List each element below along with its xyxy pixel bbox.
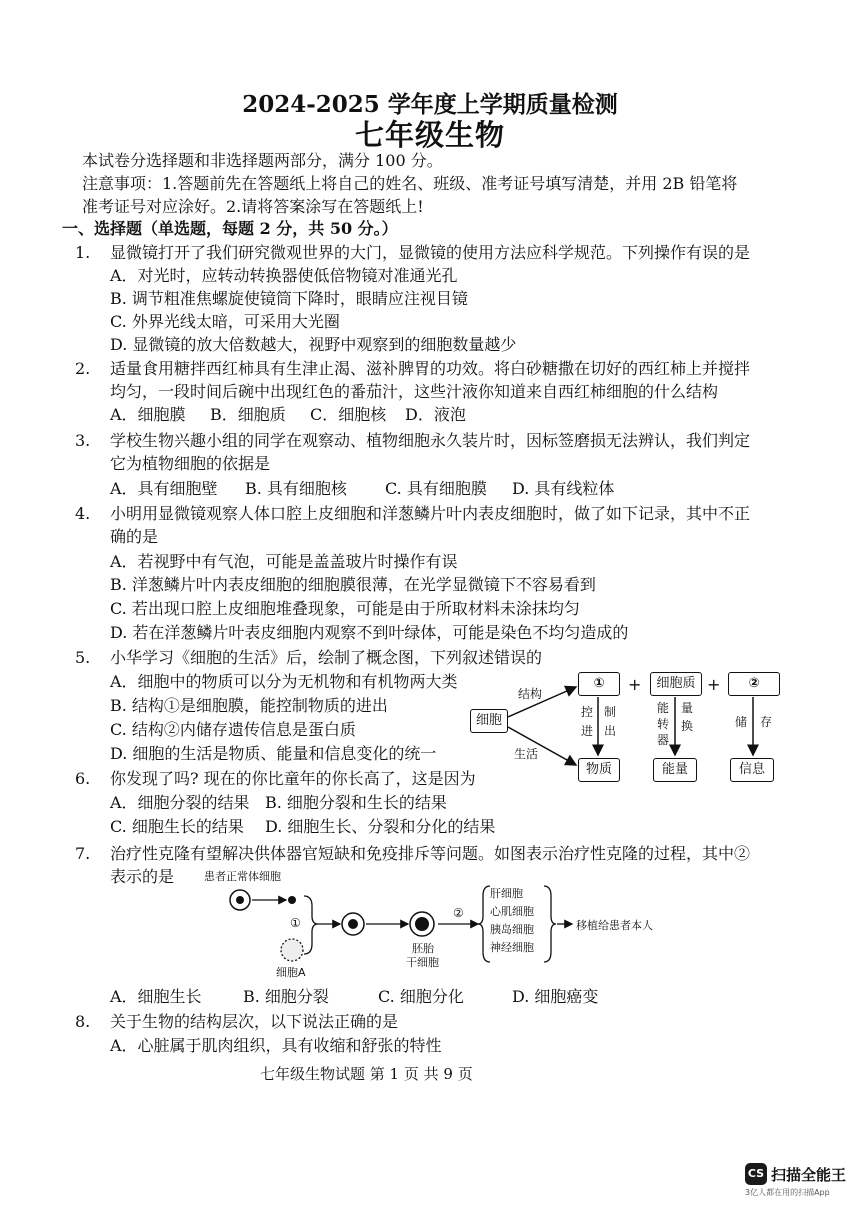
stem-cell-label-2: 干细胞 [406,956,439,969]
concept-cell-box: 细胞 [470,709,508,733]
option-c: C. 结构②内储存遗传信息是蛋白质 [110,720,356,739]
page-footer: 七年级生物试题 第 1 页 共 9 页 [260,1065,473,1083]
question-number: 5. [75,648,91,667]
step-1-label: ① [290,916,301,930]
concept-branch-life: 生活 [514,747,539,761]
option-d: D. 具有线粒体 [512,479,615,498]
concept-label: 进 [581,724,594,738]
option-d: D. 细胞生长、分裂和分化的结果 [265,817,496,836]
option-a: A．若视野中有气泡，可能是盖盖玻片时操作有误 [110,552,458,571]
option-c: C. 外界光线太暗，可采用大光圈 [110,312,340,331]
concept-label: 换 [681,719,694,733]
question-stem: 确的是 [110,527,159,546]
concept-label: 器 [657,733,670,747]
option-d: D. 细胞的生活是物质、能量和信息变化的统一 [110,744,437,763]
stem-cell-label-1: 胚胎 [412,942,434,955]
cell-type-neuron: 神经细胞 [490,941,534,954]
cell-a-label: 细胞A [276,966,306,979]
option-b: B. 具有细胞核 [245,479,347,498]
concept-label: 能 [657,701,670,715]
question-stem: 均匀，一段时间后碗中出现红色的番茄汁，这些汁液你知道来自西红柿细胞的什么结构 [110,382,719,401]
concept-out-energy: 能量 [653,758,697,782]
question-number: 4. [75,504,91,523]
option-a: A．具有细胞壁 [110,479,218,498]
option-d: D. 细胞癌变 [512,987,599,1006]
cell-type-islet: 胰岛细胞 [490,923,534,936]
section-heading: 一、选择题（单选题，每题 2 分，共 50 分。） [62,219,398,238]
question-stem: 小华学习《细胞的生活》后，绘制了概念图，下列叙述错误的 [110,648,543,667]
scanner-logo-icon: CS [745,1163,767,1185]
cell-type-cardiac: 心肌细胞 [490,905,534,918]
option-b: B. 洋葱鳞片叶内表皮细胞的细胞膜很薄，在光学显微镜下不容易看到 [110,575,596,594]
option-c: C. 若出现口腔上皮细胞堆叠现象，可能是由于所取材料未涂抹均匀 [110,599,580,618]
concept-label: 出 [604,724,617,738]
question-stem: 学校生物兴趣小组的同学在观察动、植物细胞永久装片时，因标签磨损无法辨认，我们判定 [110,431,751,450]
question-stem: 关于生物的结构层次，以下说法正确的是 [110,1012,399,1031]
option-b: B. 细胞分裂和生长的结果 [265,793,447,812]
option-d: D．液泡 [405,405,466,424]
concept-branch-structure: 结构 [518,687,543,701]
concept-map [470,665,800,785]
concept-label: 储 [735,715,748,729]
question-stem: 治疗性克隆有望解决供体器官短缺和免疫排斥等问题。如图表示治疗性克隆的过程，其中② [110,844,751,863]
step-2-label: ② [453,906,464,920]
concept-label: 转 [657,717,670,731]
concept-out-matter: 物质 [578,758,620,782]
concept-label: 制 [604,705,617,719]
question-stem: 显微镜打开了我们研究微观世界的大门，显微镜的使用方法应科学规范。下列操作有误的是 [110,243,751,262]
scanner-watermark [745,1163,846,1198]
intro-line-3: 准考证号对应涂好。2.请将答案涂写在答题纸上! [82,197,424,216]
question-number: 2. [75,359,91,378]
option-a: A．细胞膜 [110,405,186,424]
scanner-slogan: 3亿人都在用的扫描App [744,1188,830,1197]
option-a: A．细胞中的物质可以分为无机物和有机物两大类 [110,672,458,691]
question-number: 7. [75,844,91,863]
concept-label: 控 [581,705,594,719]
plus-sign: + [707,675,721,694]
concept-label: 存 [760,715,773,729]
option-b: B. 细胞分裂 [243,987,329,1006]
concept-box-cytoplasm: 细胞质 [650,672,702,696]
option-b: B．细胞质 [210,405,286,424]
concept-out-info: 信息 [730,758,774,782]
question-stem: 你发现了吗? 现在的你比童年的你长高了，这是因为 [110,769,476,788]
concept-box-2: ② [728,672,780,696]
clone-figure [200,866,660,978]
option-b: B. 调节粗准焦螺旋使镜筒下降时，眼睛应注视目镜 [110,289,468,308]
transplant-label: 移植给患者本人 [576,919,653,932]
cell-type-liver: 肝细胞 [490,887,523,900]
question-number: 3. [75,431,91,450]
option-a: A．对光时，应转动转换器使低倍物镜对准通光孔 [110,266,458,285]
question-stem: 小明用显微镜观察人体口腔上皮细胞和洋葱鳞片叶内表皮细胞时，做了如下记录，其中不正 [110,504,751,523]
concept-label: 量 [681,701,694,715]
patient-cell-label: 患者正常体细胞 [204,870,281,883]
question-stem: 适量食用糖拌西红柿具有生津止渴、滋补脾胃的功效。将白砂糖撒在切好的西红柿上并搅拌 [110,359,751,378]
option-a: A．心脏属于肌肉组织，具有收缩和舒张的特性 [110,1036,442,1055]
option-c: C．细胞核 [310,405,387,424]
option-b: B. 结构①是细胞膜，能控制物质的进出 [110,696,388,715]
option-a: A．细胞分裂的结果 [110,793,250,812]
option-d: D. 显微镜的放大倍数越大，视野中观察到的细胞数量越少 [110,335,517,354]
scanner-app-name: 扫描全能王 [770,1165,846,1184]
intro-line-1: 本试卷分选择题和非选择题两部分，满分 100 分。 [82,151,443,170]
question-number: 1. [75,243,91,262]
concept-box-1: ① [578,672,620,696]
option-c: C. 具有细胞膜 [385,479,487,498]
question-number: 8. [75,1012,91,1031]
plus-sign: + [628,675,642,694]
option-c: C. 细胞分化 [378,987,464,1006]
question-stem: 它为植物细胞的依据是 [110,454,271,473]
question-stem: 表示的是 [110,867,175,886]
intro-line-2: 注意事项：1.答题前先在答题纸上将自己的姓名、班级、准考证号填写清楚，并用 2B 铅笔将 [82,174,738,193]
question-number: 6. [75,769,91,788]
option-c: C. 细胞生长的结果 [110,817,244,836]
option-a: A．细胞生长 [110,987,202,1006]
exam-title: 2024-2025 学年度上学期质量检测 [242,91,618,118]
option-d: D. 若在洋葱鳞片叶表皮细胞内观察不到叶绿体，可能是染色不均匀造成的 [110,623,629,642]
exam-subject: 七年级生物 [354,118,505,152]
